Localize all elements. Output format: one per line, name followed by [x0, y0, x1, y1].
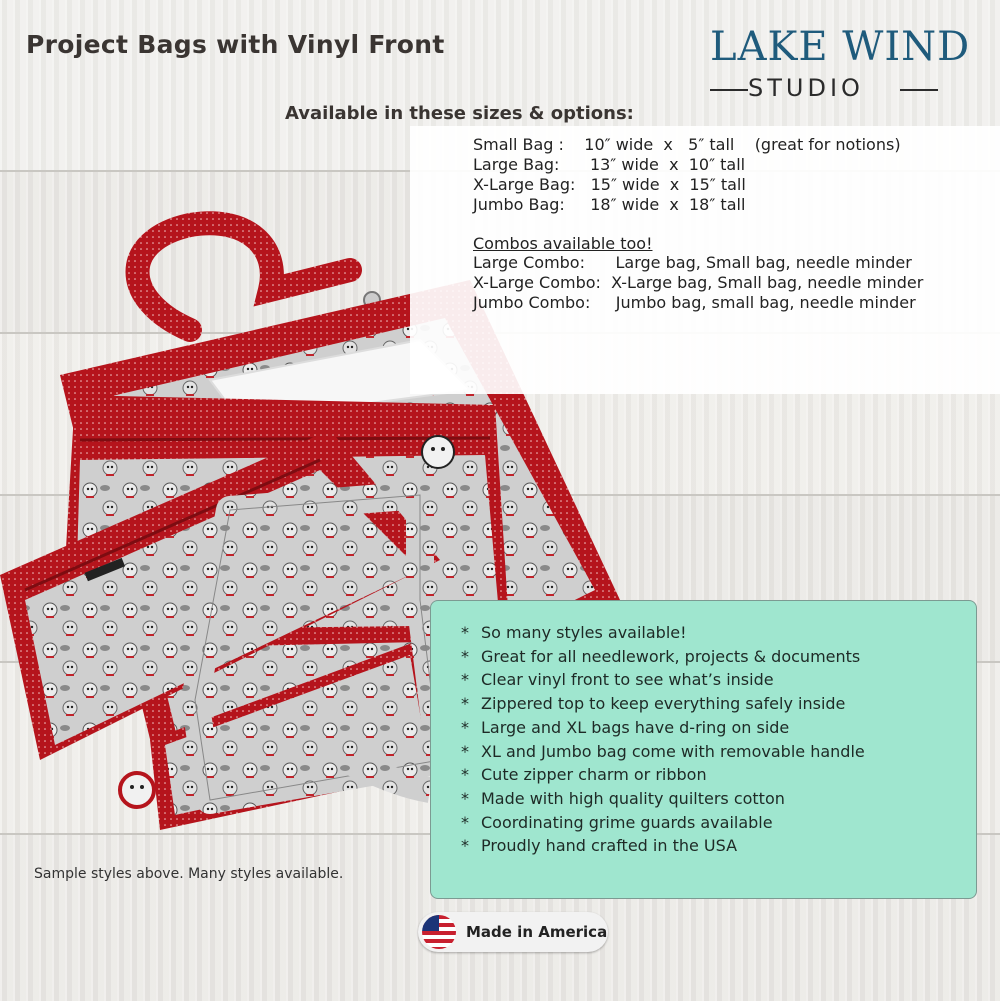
- charm-icon: [120, 773, 154, 807]
- badge-label: Made in America: [466, 923, 608, 941]
- us-flag-icon: [422, 915, 456, 949]
- feature-item: * XL and Jumbo bag come with removable handle: [461, 740, 976, 764]
- made-in-america-badge: [418, 912, 608, 952]
- combo-row-xlarge: X-Large Combo: X-Large bag, Small bag, needle minder: [473, 273, 924, 292]
- bullet: *: [461, 788, 469, 808]
- feature-item: * Great for all needlework, projects & documents: [461, 645, 976, 669]
- features-list: [431, 601, 976, 858]
- feature-item: * So many styles available!: [461, 621, 976, 645]
- bullet: *: [461, 717, 469, 737]
- bullet: *: [461, 670, 469, 690]
- size-row-small: Small Bag : 10″ wide x 5″ tall (great for notions): [473, 135, 901, 154]
- bullet: *: [461, 836, 469, 856]
- logo-bottom-text: STUDIO: [748, 74, 864, 102]
- combo-row-jumbo: Jumbo Combo: Jumbo bag, small bag, needle minder: [473, 293, 916, 312]
- logo-top-text: LAKE WIND: [710, 24, 971, 70]
- page-title: Project Bags with Vinyl Front: [26, 30, 445, 59]
- sizes-heading: Available in these sizes & options:: [285, 103, 634, 124]
- feature-item: * Cute zipper charm or ribbon: [461, 763, 976, 787]
- bullet: *: [461, 741, 469, 761]
- bullet: *: [461, 812, 469, 832]
- bullet: *: [461, 694, 469, 714]
- bullet: *: [461, 765, 469, 785]
- dog-button-icon: [422, 436, 454, 468]
- feature-item: * Made with high quality quilters cotton: [461, 787, 976, 811]
- feature-item: * Coordinating grime guards available: [461, 811, 976, 835]
- bullet: *: [461, 623, 469, 642]
- feature-item: * Large and XL bags have d-ring on side: [461, 716, 976, 740]
- bullet: *: [461, 646, 469, 666]
- size-row-large: Large Bag: 13″ wide x 10″ tall: [473, 155, 746, 174]
- sample-caption: Sample styles above. Many styles available.: [34, 866, 344, 882]
- features-panel: [430, 600, 977, 899]
- size-row-jumbo: Jumbo Bag: 18″ wide x 18″ tall: [473, 195, 746, 214]
- combos-heading: Combos available too!: [473, 234, 653, 253]
- feature-item: * Clear vinyl front to see what’s inside: [461, 668, 976, 692]
- feature-item: * Proudly hand crafted in the USA: [461, 834, 976, 858]
- handle-strap: [138, 223, 351, 330]
- size-row-xlarge: X-Large Bag: 15″ wide x 15″ tall: [473, 175, 746, 194]
- combo-row-large: Large Combo: Large bag, Small bag, needle minder: [473, 253, 912, 272]
- feature-item: * Zippered top to keep everything safely inside: [461, 692, 976, 716]
